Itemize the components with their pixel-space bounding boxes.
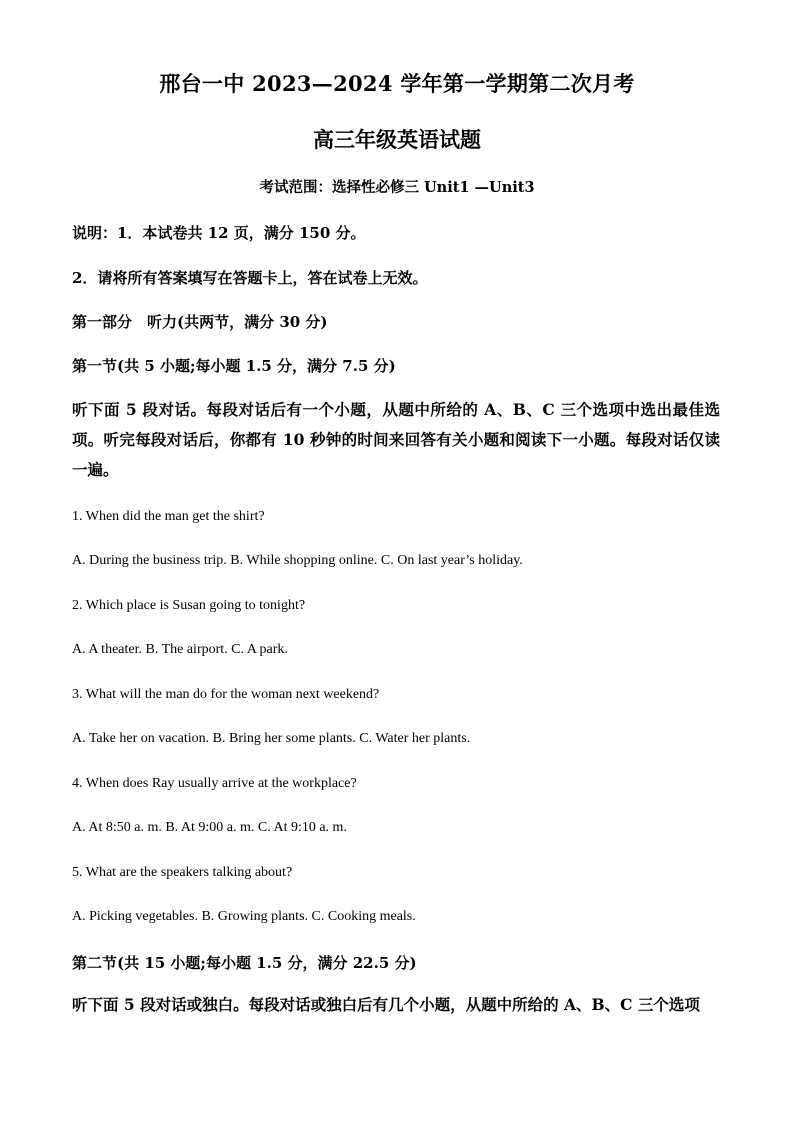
- question-options: A. Take her on vacation. B. Bring her some plants. C. Water her plants.: [72, 731, 471, 746]
- section2-heading: 第二节(共 15 小题;每小题 1.5 分，满分 22.5 分): [72, 954, 417, 972]
- exam-scope: 考试范围：选择性必修三 Unit1 —Unit3: [259, 179, 535, 196]
- question-stem: 2. Which place is Susan going to tonight?: [72, 598, 306, 613]
- question-stem: 3. What will the man do for the woman next weekend?: [72, 687, 380, 702]
- question-options: A. During the business trip. B. While shopping online. C. On last year’s holiday.: [72, 553, 523, 568]
- section1-instructions: 听下面 5 段对话。每段对话后有一个小题，从题中所给的 A、B、C 三个选项中选出最佳选项。听完每段对话后，你都有 10 秒钟的时间来回答有关小题和阅读下一小题。每段对话仅读一遍。: [72, 400, 720, 479]
- question-options: A. A theater. B. The airport. C. A park.: [72, 642, 288, 657]
- exam-title: 邢台一中 2023—2024 学年第一学期第二次月考: [159, 71, 635, 96]
- exam-subtitle: 高三年级英语试题: [313, 127, 481, 152]
- section2-instructions: 听下面 5 段对话或独白。每段对话或独白后有几个小题，从题中所给的 A、B、C 三个选项: [72, 995, 700, 1014]
- section1-heading: 第一节(共 5 小题;每小题 1.5 分，满分 7.5 分): [72, 357, 396, 375]
- question-options: A. Picking vegetables. B. Growing plants. C. Cooking meals.: [72, 909, 416, 924]
- part1-heading: 第一部分 听力(共两节，满分 30 分): [72, 313, 328, 331]
- question-stem: 1. When did the man get the shirt?: [72, 509, 265, 524]
- question-options: A. At 8:50 a. m. B. At 9:00 a. m. C. At 9:10 a. m.: [72, 820, 347, 835]
- note-2: 2．请将所有答案填写在答题卡上，答在试卷上无效。: [72, 269, 428, 287]
- question-stem: 5. What are the speakers talking about?: [72, 865, 293, 880]
- question-stem: 4. When does Ray usually arrive at the workplace?: [72, 776, 357, 791]
- note-1: 说明：1．本试卷共 12 页，满分 150 分。: [72, 224, 366, 242]
